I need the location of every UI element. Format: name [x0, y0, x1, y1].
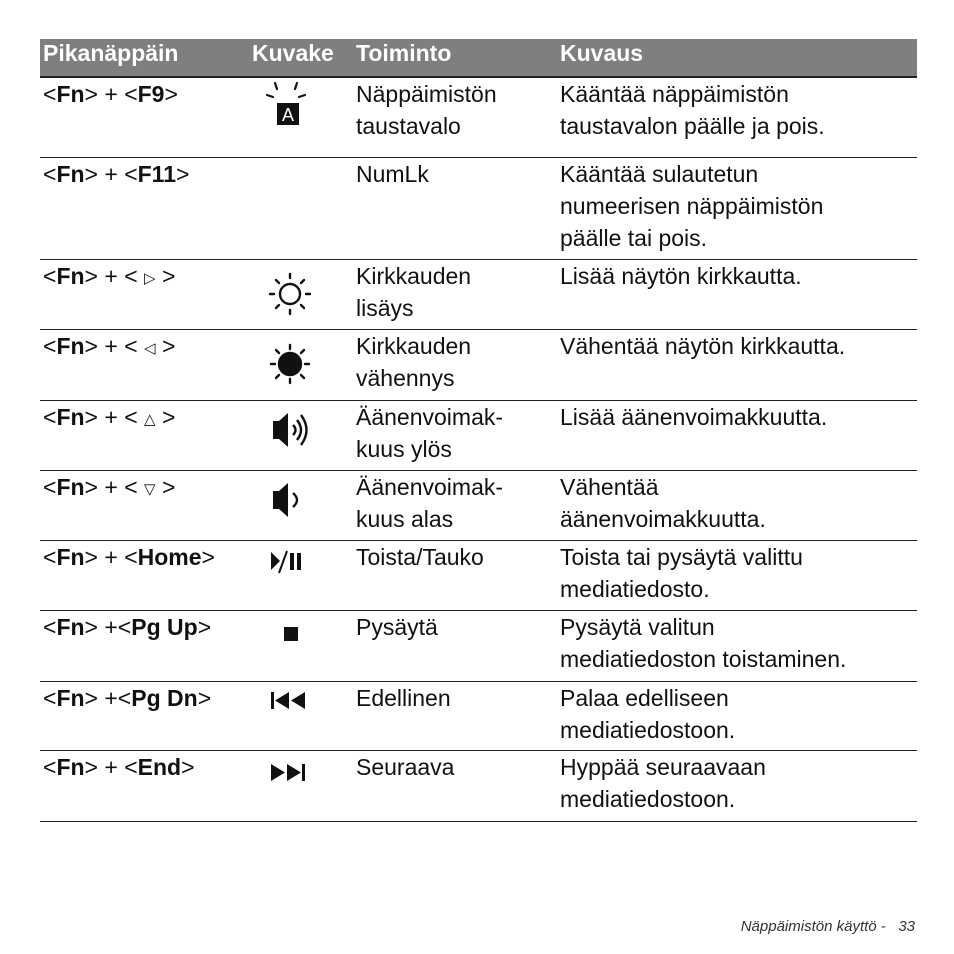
footer-separator: - — [880, 918, 886, 935]
description-cell: Kääntää näppäimistön taustavalon päälle ja pois. — [560, 81, 825, 139]
icon-cell — [249, 401, 353, 470]
shortcut-table — [40, 39, 917, 822]
description-cell: Lisää äänenvoimakkuutta. — [560, 404, 828, 430]
shortcut-cell: <Fn> +<Pg Dn> — [43, 685, 212, 711]
function-cell: Seuraava — [356, 754, 455, 780]
previous-track-icon — [249, 682, 349, 750]
function-cell: Toista/Tauko — [356, 544, 484, 570]
function-cell: Pysäytä — [356, 614, 438, 640]
table-row — [40, 541, 917, 611]
brightness-down-icon — [249, 330, 349, 398]
description-cell: Kääntää sulautetun numeerisen näppäimistön päälle tai pois. — [560, 161, 824, 251]
function-cell: Kirkkauden lisäys — [356, 263, 472, 321]
description-cell: Palaa edelliseen mediatiedostoon. — [560, 685, 736, 743]
table-row — [40, 260, 917, 330]
description-cell: Hyppää seuraavaan mediatiedostoon. — [560, 754, 766, 812]
shortcut-cell: <Fn> + < ▽ > — [43, 474, 176, 500]
header-function: Toiminto — [356, 40, 452, 66]
icon-cell — [249, 471, 353, 540]
stop-icon — [249, 611, 349, 679]
description-cell: Vähentää äänenvoimakkuutta. — [560, 474, 766, 532]
header-icon: Kuvake — [252, 40, 334, 66]
next-track-icon — [249, 751, 349, 819]
table-header — [40, 39, 917, 78]
icon-cell — [249, 682, 353, 750]
volume-up-icon — [249, 401, 349, 469]
icon-cell — [249, 751, 353, 821]
shortcut-cell: <Fn> + <F9> — [43, 81, 178, 107]
table-row — [40, 682, 917, 751]
function-cell: Näppäimistön taustavalo — [356, 81, 497, 139]
header-shortcut: Pikanäppäin — [43, 40, 179, 66]
icon-letter: A — [281, 105, 295, 125]
icon-cell — [249, 158, 353, 259]
description-cell: Toista tai pysäytä valittu mediatiedosto. — [560, 544, 803, 602]
table-row — [40, 78, 917, 158]
icon-cell — [249, 541, 353, 610]
table-row — [40, 158, 917, 260]
shortcut-cell: <Fn> + <F11> — [43, 161, 190, 187]
page-number: 33 — [898, 918, 915, 935]
function-cell: NumLk — [356, 161, 429, 187]
table-row — [40, 330, 917, 401]
function-cell: Äänenvoimak- kuus ylös — [356, 404, 504, 462]
table-row — [40, 751, 917, 822]
icon-cell — [249, 260, 353, 329]
page-footer — [741, 918, 915, 935]
description-cell: Lisää näytön kirkkautta. — [560, 263, 802, 289]
icon-cell — [249, 330, 353, 400]
description-cell: Vähentää näytön kirkkautta. — [560, 333, 846, 359]
table-row — [40, 471, 917, 541]
shortcut-cell: <Fn> + < ▷ > — [43, 263, 176, 289]
table-row — [40, 611, 917, 682]
shortcut-cell: <Fn> + <Home> — [43, 544, 215, 570]
function-cell: Kirkkauden vähennys — [356, 333, 472, 391]
shortcut-cell: <Fn> +<Pg Up> — [43, 614, 212, 640]
brightness-up-icon — [249, 260, 349, 328]
shortcut-cell: <Fn> + < ◁ > — [43, 333, 176, 359]
icon-cell — [249, 611, 353, 681]
header-description: Kuvaus — [560, 40, 644, 66]
play-pause-icon — [249, 541, 349, 609]
keyboard-backlight-icon — [249, 78, 349, 154]
footer-section: Näppäimistön käyttö — [740, 918, 877, 935]
table-row — [40, 401, 917, 471]
function-cell: Edellinen — [356, 685, 451, 711]
shortcut-cell: <Fn> + < △ > — [43, 404, 176, 430]
function-cell: Äänenvoimak- kuus alas — [356, 474, 504, 532]
volume-down-icon — [249, 471, 349, 539]
shortcut-cell: <Fn> + <End> — [43, 754, 195, 780]
description-cell: Pysäytä valitun mediatiedoston toistaminen. — [560, 614, 847, 672]
icon-cell — [249, 78, 353, 157]
